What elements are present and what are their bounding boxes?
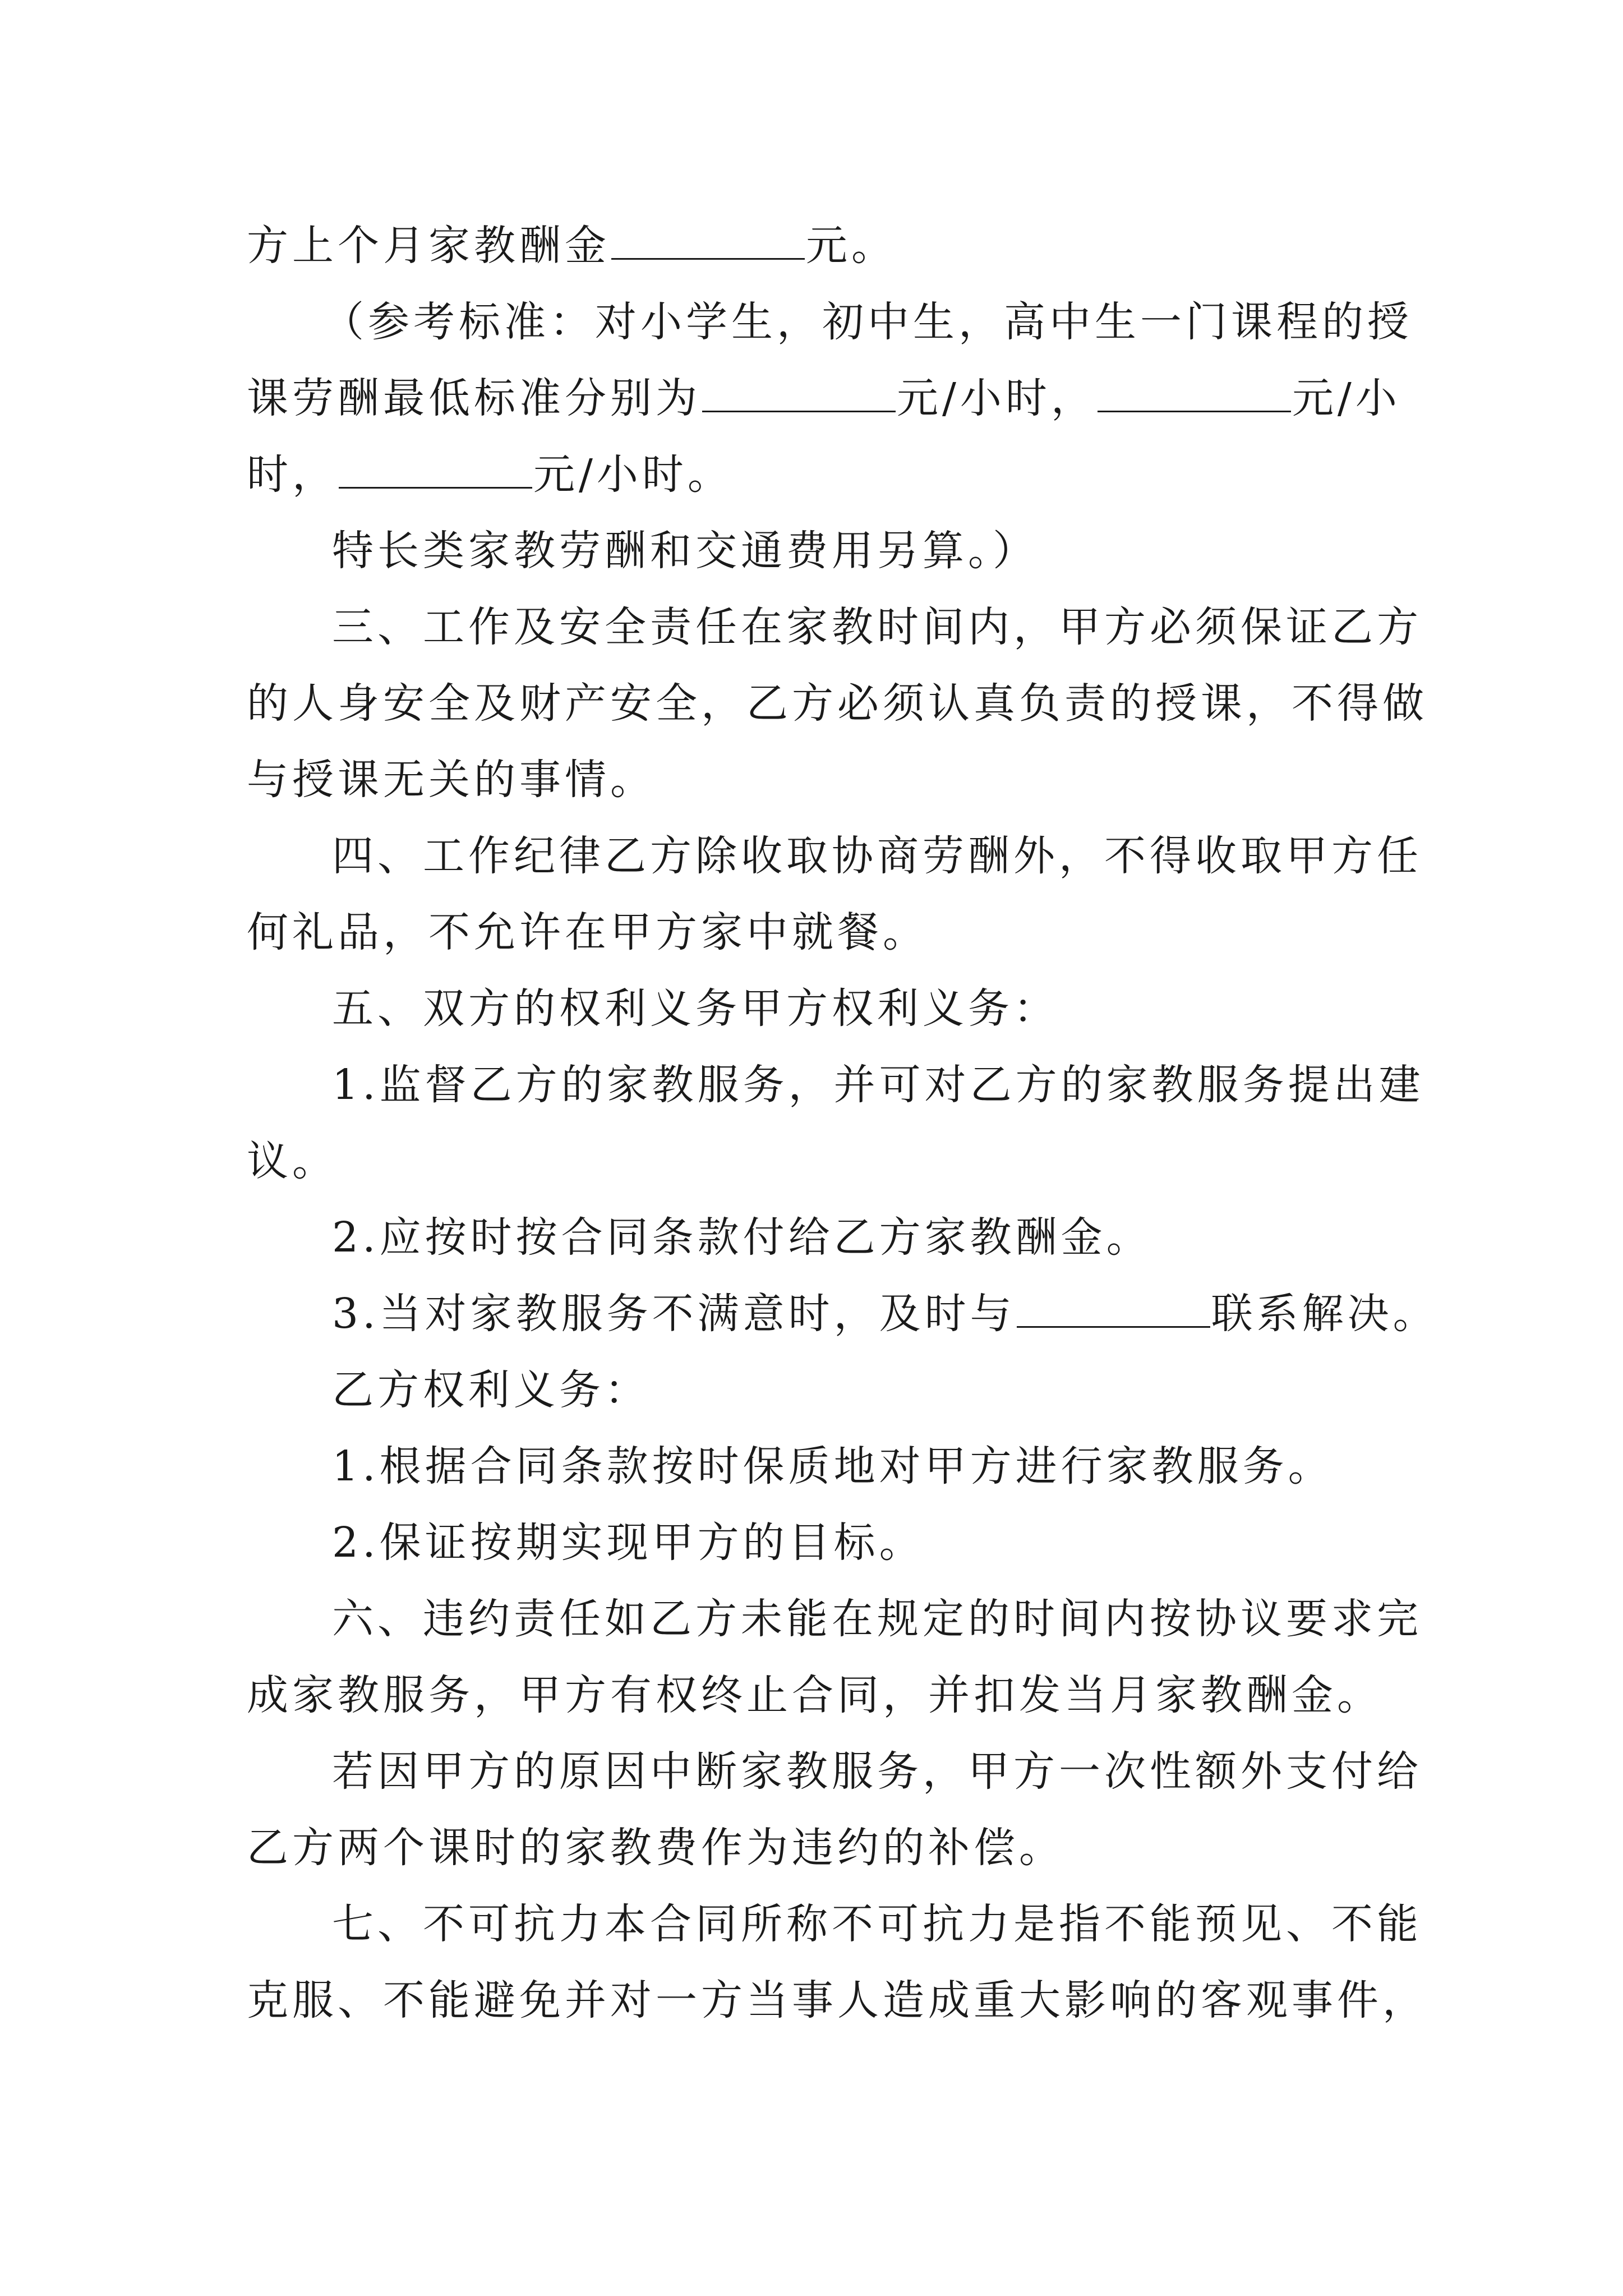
text-segment: 成家教服务，甲方有权终止合同，并扣发当月家教酬金。 bbox=[247, 1671, 1382, 1719]
text-segment: 议。 bbox=[247, 1137, 338, 1185]
paragraph-line bbox=[332, 1438, 1334, 1494]
paragraph-line bbox=[322, 294, 1413, 350]
paragraph-line bbox=[332, 1743, 1422, 1800]
text-segment: 四、工作纪律乙方除收取协商劳酬外，不得收取甲方任 bbox=[332, 832, 1422, 880]
text-segment: 三、工作及安全责任在家教时间内，甲方必须保证乙方 bbox=[332, 603, 1422, 651]
paragraph-line bbox=[247, 447, 733, 503]
text-segment: 3.当对家教服务不满意时，及时与 bbox=[332, 1290, 1016, 1338]
paragraph-line bbox=[332, 1515, 925, 1571]
text-segment: 时， bbox=[247, 450, 338, 499]
text-segment: 七、不可抗力本合同所称不可抗力是指不能预见、不能 bbox=[332, 1900, 1422, 1948]
paragraph-line bbox=[332, 523, 1038, 579]
text-segment: 2.保证按期实现甲方的目标。 bbox=[332, 1519, 925, 1567]
paragraph-line bbox=[247, 1667, 1382, 1723]
paragraph-line bbox=[332, 599, 1422, 655]
text-segment: 特长类家教劳酬和交通费用另算。） bbox=[332, 527, 1038, 575]
text-segment: 克服、不能避免并对一方当事人造成重大影响的客观事件， bbox=[247, 1976, 1428, 2024]
fill-in-blank[interactable] bbox=[1017, 1286, 1210, 1328]
text-segment: 元/小时， bbox=[897, 374, 1096, 422]
fill-in-blank[interactable] bbox=[339, 447, 532, 489]
text-segment: 的人身安全及财产安全，乙方必须认真负责的授课，不得做 bbox=[247, 679, 1428, 728]
fill-in-blank[interactable] bbox=[702, 370, 896, 412]
text-segment: 乙方两个课时的家教费作为违约的补偿。 bbox=[247, 1824, 1064, 1872]
paragraph-line bbox=[332, 1591, 1422, 1647]
text-segment: 五、双方的权利义务甲方权利义务： bbox=[332, 984, 1059, 1033]
fill-in-blank[interactable] bbox=[611, 218, 805, 260]
paragraph-line bbox=[332, 828, 1422, 884]
text-segment: 元/小 bbox=[1292, 374, 1401, 422]
paragraph-line bbox=[247, 1133, 338, 1189]
paragraph-line bbox=[332, 981, 1059, 1037]
paragraph-line bbox=[332, 1057, 1424, 1113]
paragraph-line bbox=[332, 1209, 1152, 1266]
paragraph-line bbox=[247, 904, 928, 960]
paragraph-line bbox=[332, 1286, 1438, 1342]
text-segment: （参考标准：对小学生，初中生，高中生一门课程的授 bbox=[322, 298, 1413, 346]
text-segment: 1.根据合同条款按时保质地对甲方进行家教服务。 bbox=[332, 1442, 1334, 1490]
text-segment: 元。 bbox=[806, 222, 897, 270]
paragraph-line bbox=[247, 675, 1428, 731]
text-segment: 联系解决。 bbox=[1211, 1290, 1438, 1338]
text-segment: 何礼品，不允许在甲方家中就餐。 bbox=[247, 908, 928, 956]
paragraph-line bbox=[332, 1896, 1422, 1952]
text-segment: 课劳酬最低标准分别为 bbox=[247, 374, 701, 422]
text-segment: 2.应按时按合同条款付给乙方家教酬金。 bbox=[332, 1213, 1152, 1262]
paragraph-line bbox=[247, 1820, 1064, 1876]
paragraph-line bbox=[247, 370, 1401, 426]
paragraph-line bbox=[247, 218, 897, 274]
text-segment: 若因甲方的原因中断家教服务，甲方一次性额外支付给 bbox=[332, 1747, 1422, 1796]
paragraph-line bbox=[247, 1972, 1428, 2028]
text-segment: 乙方权利义务： bbox=[332, 1366, 650, 1414]
paragraph-line bbox=[247, 752, 656, 808]
text-segment: 1.监督乙方的家教服务，并可对乙方的家教服务提出建 bbox=[332, 1061, 1424, 1109]
text-segment: 六、违约责任如乙方未能在规定的时间内按协议要求完 bbox=[332, 1595, 1422, 1643]
fill-in-blank[interactable] bbox=[1098, 370, 1291, 412]
text-segment: 元/小时。 bbox=[533, 450, 733, 499]
text-segment: 与授课无关的事情。 bbox=[247, 756, 656, 804]
text-segment: 方上个月家教酬金 bbox=[247, 222, 610, 270]
paragraph-line bbox=[332, 1362, 650, 1418]
